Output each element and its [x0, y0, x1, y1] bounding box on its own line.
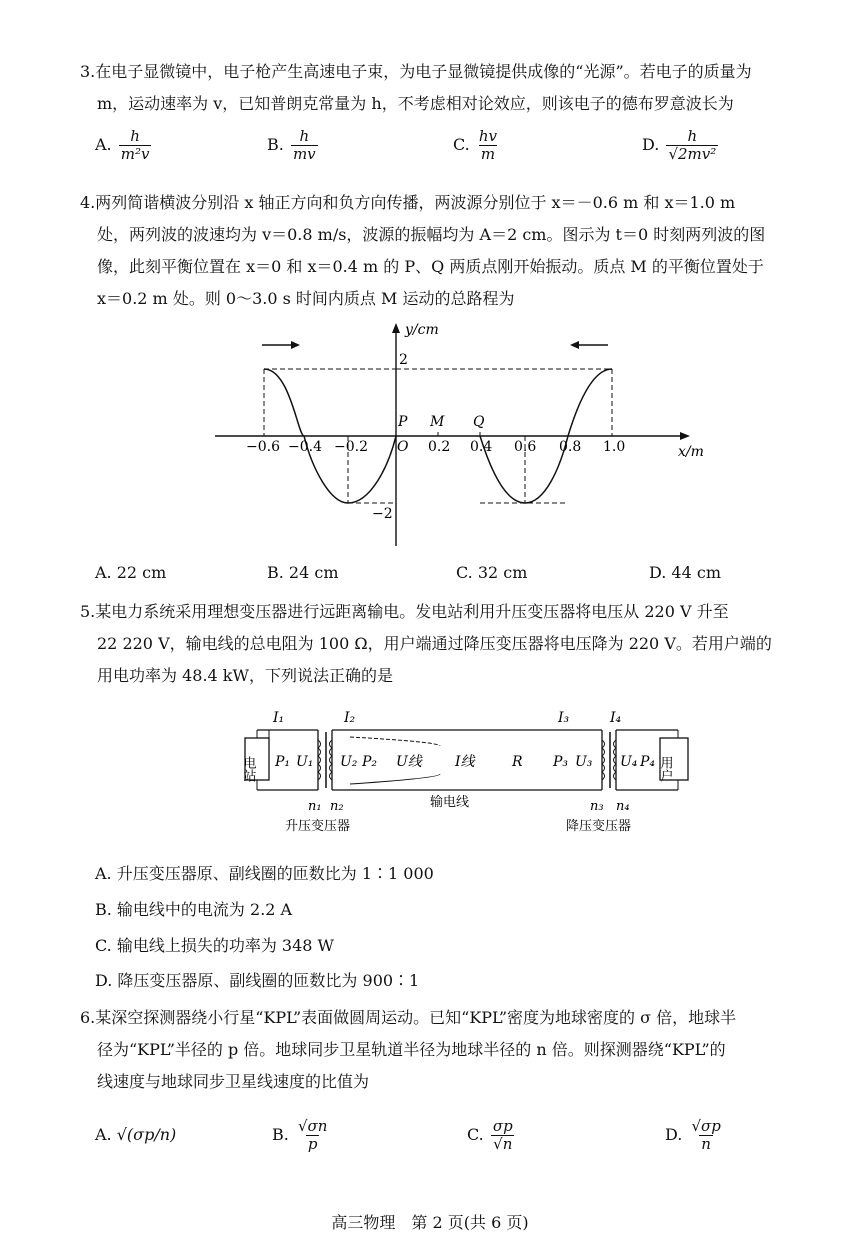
x-tick-08: 0.8 — [559, 439, 582, 455]
q6-line2: 径为“KPL”半径的 p 倍。地球同步卫星轨道半径为地球半径的 n 倍。则探测器绕“KPL”的 — [97, 1040, 726, 1059]
point-q-label: Q — [473, 414, 485, 430]
y-axis-arrow — [392, 323, 400, 333]
label-i3: I₃ — [558, 710, 570, 726]
q5-line1: 5.某电力系统采用理想变压器进行远距离输电。发电站利用升压变压器将电压从 220 V 升至 — [80, 602, 729, 621]
q6-option-a[interactable]: A. √(σp/n) — [95, 1125, 177, 1144]
label-transmission-line: 输电线 — [430, 795, 470, 810]
q6-line3: 线速度与地球同步卫星线速度的比值为 — [97, 1072, 370, 1091]
x-axis-arrow — [680, 432, 690, 440]
q5-option-b[interactable]: B. 输电线中的电流为 2.2 A — [95, 900, 293, 919]
label-p4: P₄ — [640, 754, 656, 770]
y-axis-label: y/cm — [405, 322, 439, 338]
origin-label: O — [397, 439, 409, 455]
q4-option-c[interactable]: C. 32 cm — [456, 563, 528, 582]
point-p-label: P — [398, 414, 408, 430]
label-p3: P₃ — [553, 754, 569, 770]
user-label: 用户 — [657, 756, 673, 782]
q5-line3: 用电功率为 48.4 kW，下列说法正确的是 — [97, 666, 393, 685]
q4-line3: 像，此刻平衡位置在 x＝0 和 x＝0.4 m 的 P、Q 两质点刚开始振动。质点 M 的平衡位置处于 — [97, 257, 764, 276]
q3-option-d[interactable]: D. $\frac{h}{\text{√2mv²}}$ — [642, 127, 717, 163]
q3-option-c[interactable]: C. $\frac{hv}{m}$ — [453, 127, 497, 163]
q6-option-b[interactable]: B. $\frac{√\sigma n}{p}$ — [272, 1117, 328, 1153]
y-tick-neg2: −2 — [372, 506, 393, 522]
label-p2: P₂ — [362, 754, 378, 770]
q4-option-b[interactable]: B. 24 cm — [267, 563, 339, 582]
label-i4: I₄ — [610, 710, 622, 726]
label-p1: P₁ — [275, 754, 291, 770]
label-uline: U线 — [396, 754, 422, 770]
x-tick-02: 0.2 — [428, 439, 451, 455]
label-r: R — [512, 754, 523, 770]
q6-option-d[interactable]: D. $\frac{√\sigma p}{n}$ — [665, 1117, 721, 1153]
q4-option-a[interactable]: A. 22 cm — [95, 563, 167, 582]
q4-line2: 处，两列波的波速均为 v＝0.8 m/s，波源的振幅均为 A＝2 cm。图示为 t＝0 时刻两列波的图 — [97, 225, 766, 244]
label-u2: U₂ — [340, 754, 358, 770]
page-footer: 高三物理 第 2 页(共 6 页) — [331, 1213, 529, 1232]
q6-line1: 6.某深空探测器绕小行星“KPL”表面做圆周运动。已知“KPL”密度为地球密度的 σ 倍，地球半 — [80, 1008, 737, 1027]
label-step-up: 升压变压器 — [285, 819, 351, 834]
q4-line4: x＝0.2 m 处。则 0～3.0 s 时间内质点 M 运动的总路程为 — [97, 289, 515, 308]
left-arrow-head — [570, 341, 579, 349]
label-step-down: 降压变压器 — [566, 819, 632, 834]
q6-option-c[interactable]: C. $\frac{\sigma p}{√n}$ — [467, 1117, 513, 1153]
label-i2: I₂ — [344, 710, 356, 726]
u-line-brace-top — [350, 737, 440, 746]
x-tick-04: 0.4 — [470, 439, 493, 455]
transmission-circuit — [240, 700, 700, 845]
q5-option-c[interactable]: C. 输电线上损失的功率为 348 W — [95, 936, 335, 955]
q3-option-b[interactable]: B. $\frac{h}{mv}$ — [267, 127, 316, 163]
q3-option-a[interactable]: A. $\frac{h}{\text{m²v}}$ — [95, 127, 150, 163]
q5-option-d[interactable]: D. 降压变压器原、副线圈的匝数比为 900∶1 — [95, 971, 420, 990]
q3-line1: 3.在电子显微镜中，电子枪产生高速电子束，为电子显微镜提供成像的“光源”。若电子的质量为 — [80, 62, 752, 81]
label-u1: U₁ — [296, 754, 314, 770]
y-tick-2: 2 — [399, 352, 408, 368]
label-n4: n₄ — [616, 799, 630, 814]
right-arrow-head — [291, 341, 300, 349]
q5-line2: 22 220 V，输电线的总电阻为 100 Ω，用户端通过降压变压器将电压降为 220 V。若用户端的 — [97, 634, 772, 653]
q4-line1: 4.两列简谐横波分别沿 x 轴正方向和负方向传播，两波源分别位于 x＝－0.6 m 和 x＝1.0 m — [80, 193, 736, 212]
x-tick-neg04: −0.4 — [288, 439, 322, 455]
q3-line2: m，运动速率为 v，已知普朗克常量为 h，不考虑相对论效应，则该电子的德布罗意波长为 — [97, 94, 734, 113]
q4-option-d[interactable]: D. 44 cm — [649, 563, 722, 582]
x-tick-06: 0.6 — [514, 439, 537, 455]
label-n3: n₃ — [590, 799, 604, 814]
q5-option-a[interactable]: A. 升压变压器原、副线圈的匝数比为 1∶1 000 — [95, 864, 434, 883]
x-tick-10: 1.0 — [603, 439, 626, 455]
label-u3: U₃ — [575, 754, 593, 770]
x-tick-neg06: −0.6 — [246, 439, 280, 455]
label-iline: I线 — [455, 754, 475, 770]
wave-graph — [200, 318, 720, 550]
label-n1: n₁ — [308, 799, 322, 814]
station-label: 电站 — [240, 756, 256, 782]
label-n2: n₂ — [330, 799, 344, 814]
point-m-label: M — [430, 414, 445, 430]
label-u4: U₄ — [620, 754, 638, 770]
x-tick-neg02: −0.2 — [334, 439, 368, 455]
x-axis-label: x/m — [678, 444, 704, 460]
label-i1: I₁ — [273, 710, 285, 726]
